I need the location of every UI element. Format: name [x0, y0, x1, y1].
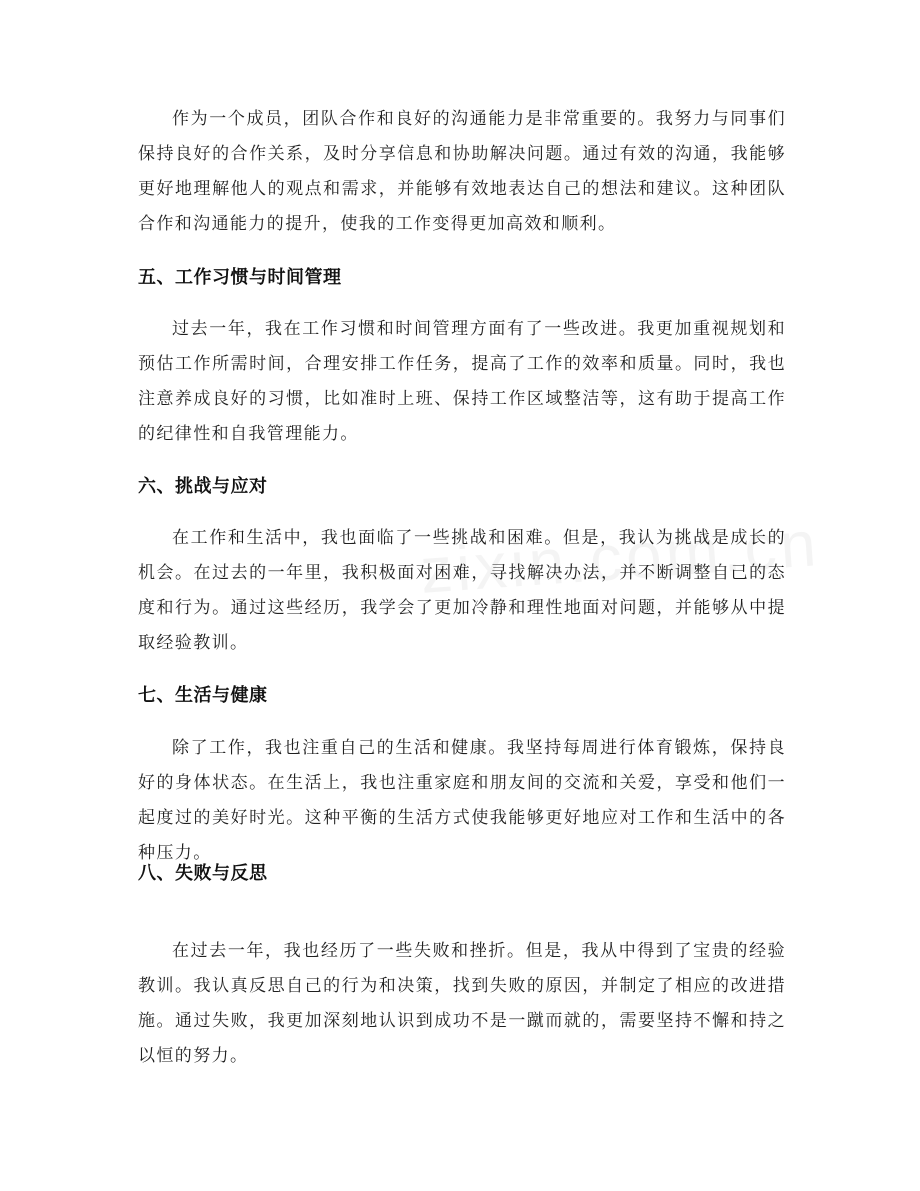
section-5-heading: 五、工作习惯与时间管理: [138, 267, 342, 288]
section-6-paragraph: 在工作和生活中，我也面临了一些挑战和困难。但是，我认为挑战是成长的机会。在过去的一年里，我积极面对困难，寻找解决办法，并不断调整自己的态度和行为。通过这些经历，我学会了更加冷静和理性地面对问题，并能够从中提取经验教训。: [138, 528, 786, 653]
section-6-heading: 六、挑战与应对: [138, 476, 268, 497]
section-8-paragraph: 在过去一年，我也经历了一些失败和挫折。但是，我从中得到了宝贵的经验教训。我认真反思自己的行为和决策，找到失败的原因，并制定了相应的改进措施。通过失败，我更加深刻地认识到成功不是一蹴而就的，需要坚持不懈和持之以恒的努力。: [138, 941, 786, 1066]
section-7-heading: 七、生活与健康: [138, 685, 268, 706]
intro-paragraph: 作为一个成员，团队合作和良好的沟通能力是非常重要的。我努力与同事们保持良好的合作关系，及时分享信息和协助解决问题。通过有效的沟通，我能够更好地理解他人的观点和需求，并能够有效地表达自己的想法和建议。这种团队合作和沟通能力的提升，使我的工作变得更加高效和顺利。: [138, 109, 786, 234]
section-7-paragraph: 除了工作，我也注重自己的生活和健康。我坚持每周进行体育锻炼，保持良好的身体状态。在生活上，我也注重家庭和朋友间的交流和关爱，享受和他们一起度过的美好时光。这种平衡的生活方式使我能够更好地应对工作和生活中的各种压力。: [138, 738, 786, 863]
section-8-heading: 八、失败与反思: [138, 863, 268, 884]
section-5-paragraph: 过去一年，我在工作习惯和时间管理方面有了一些改进。我更加重视规划和预估工作所需时间，合理安排工作任务，提高了工作的效率和质量。同时，我也注意养成良好的习惯，比如准时上班、保持工作区域整洁等，这有助于提高工作的纪律性和自我管理能力。: [138, 319, 786, 444]
